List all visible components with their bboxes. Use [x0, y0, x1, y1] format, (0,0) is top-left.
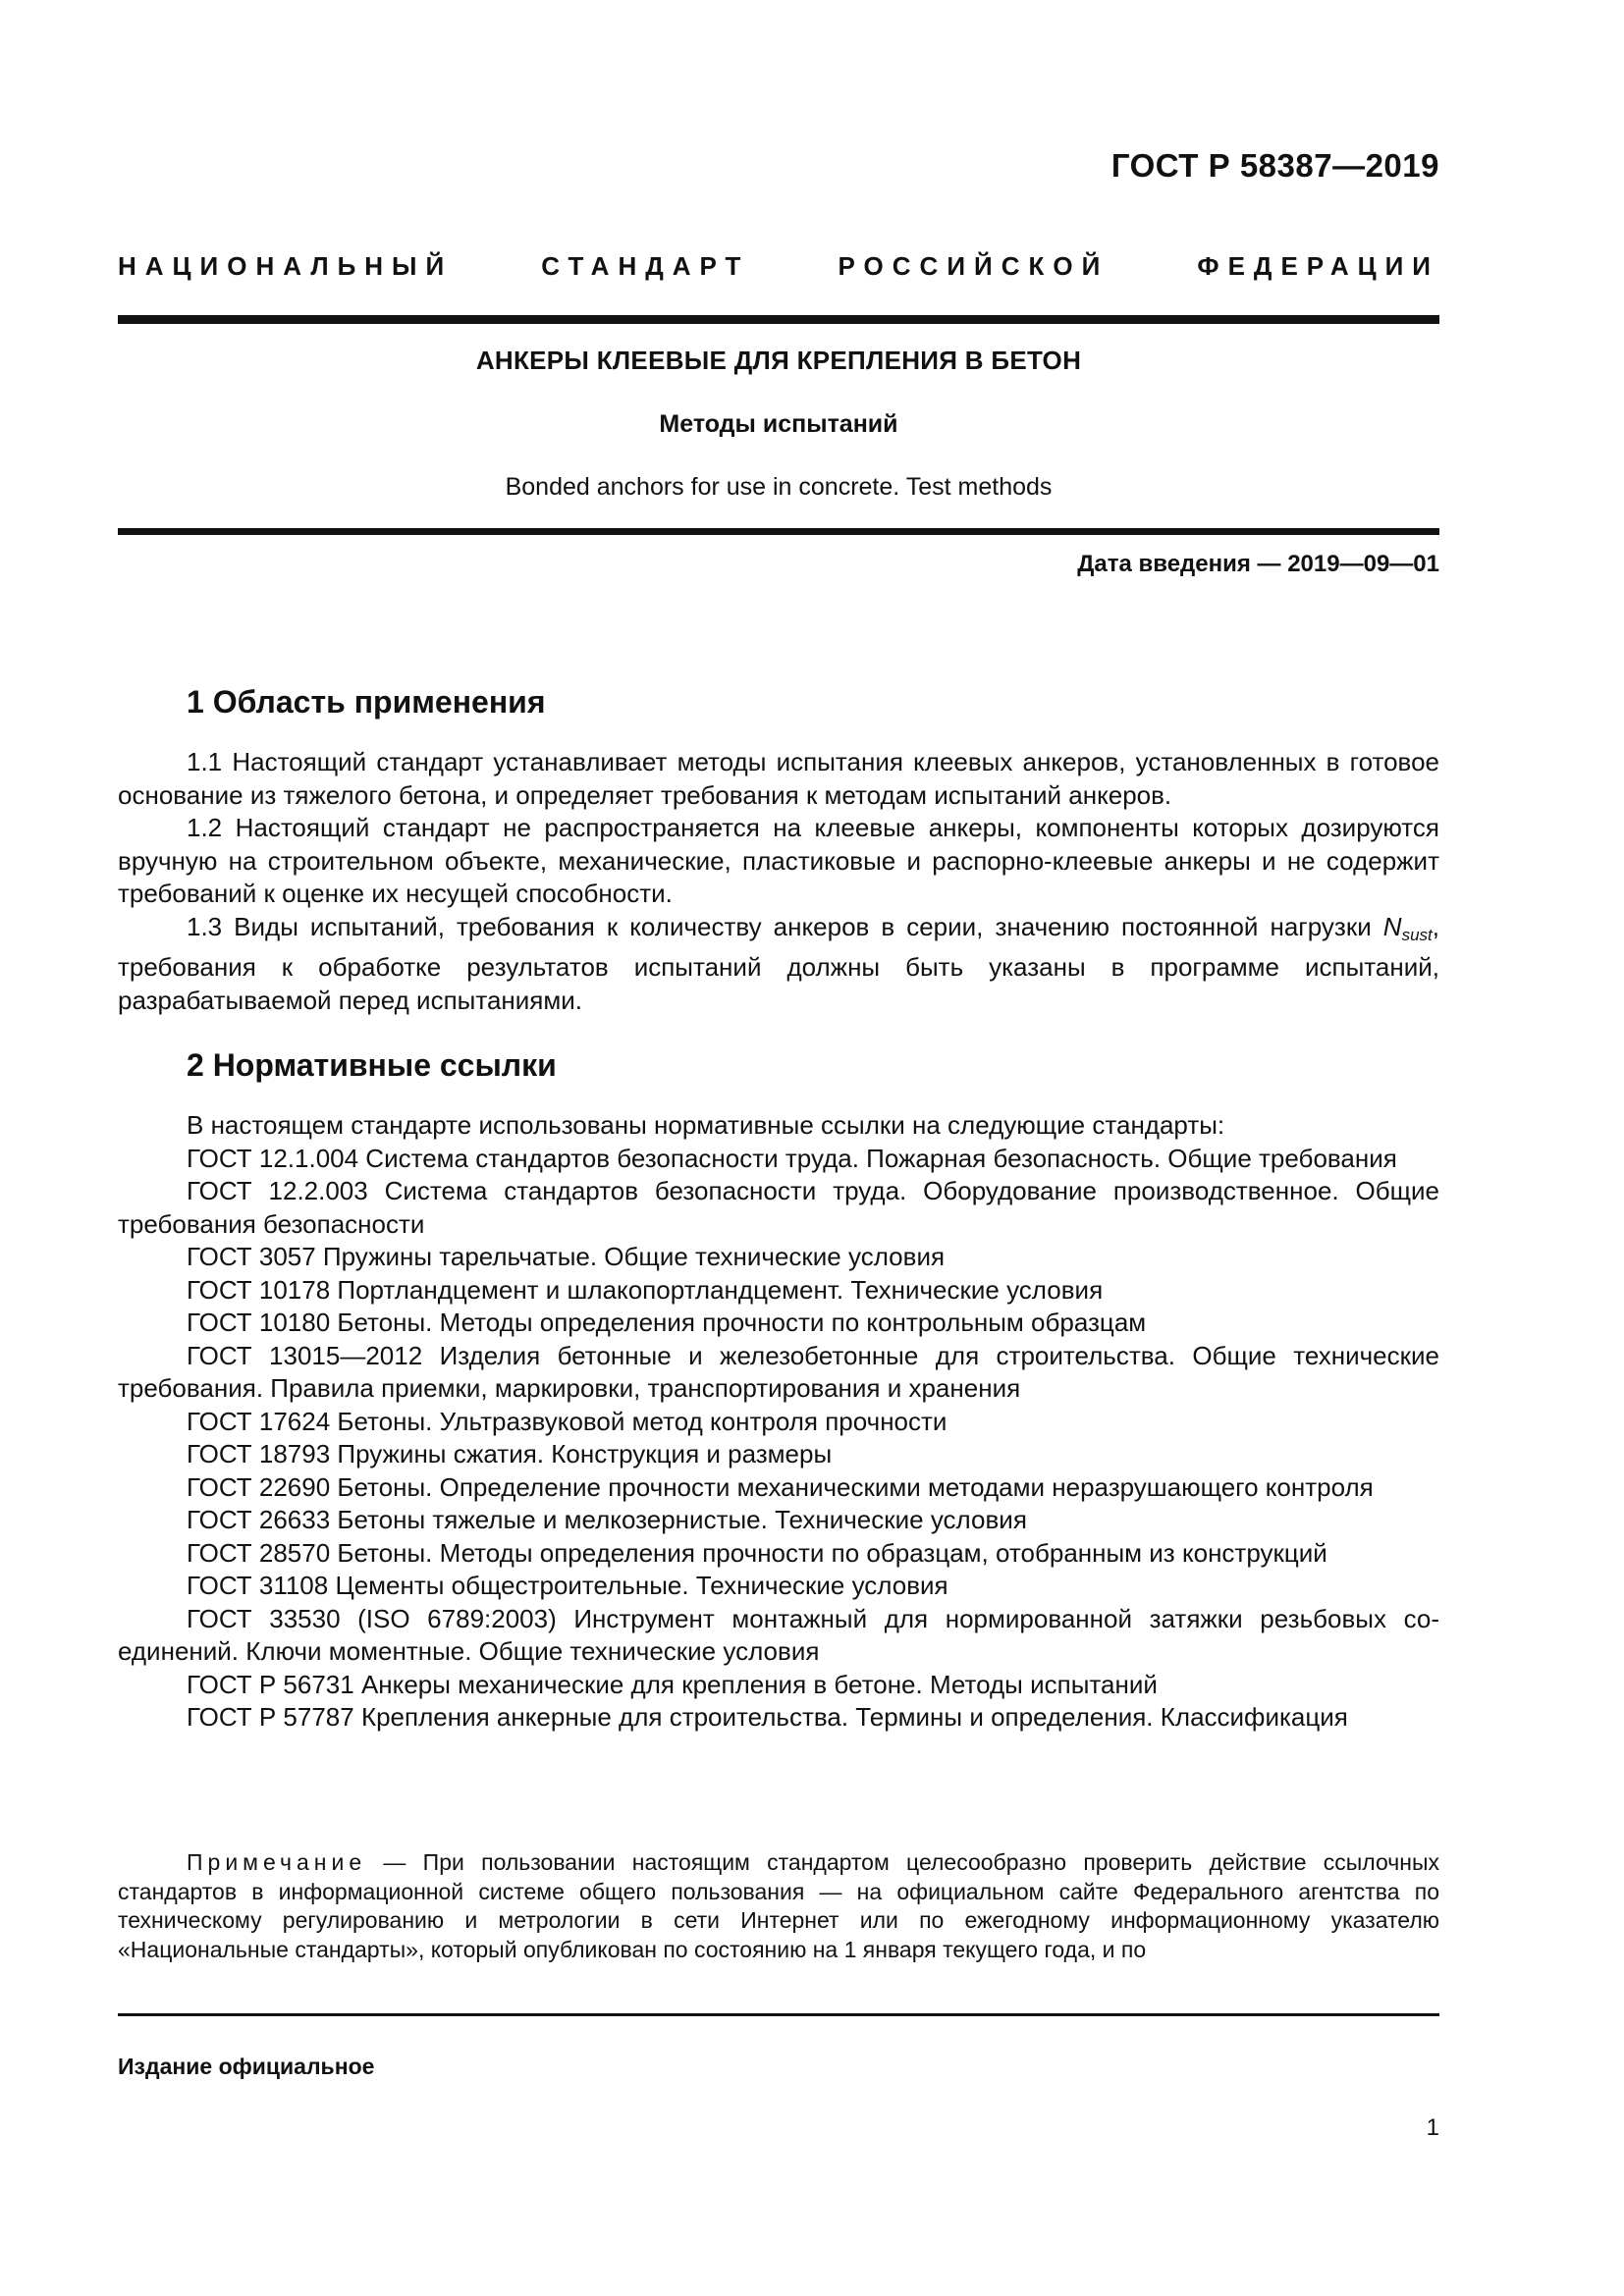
paragraph-1-1: 1.1 Настоящий стандарт устанавливает методы испытания клеевых анкеров, установленных в готовое основание из тяжелого бетона, и определяет требования к методам испытаний анкеров. [118, 747, 1439, 810]
reference-item: ГОСТ 12.1.004 Система стандартов безопасности труда. Пожарная безопасность. Общие требования [187, 1143, 1397, 1173]
document-title: АНКЕРЫ КЛЕЕВЫЕ ДЛЯ КРЕПЛЕНИЯ В БЕТОН [475, 346, 1082, 375]
reference-item: ГОСТ 10178 Портландцемент и шлакопортландцемент. Технические условия [187, 1274, 1104, 1305]
reference-item: ГОСТ 3057 Пружины тарельчатые. Общие технические условия [187, 1242, 946, 1271]
divider-top [118, 315, 1439, 324]
normative-references-body [118, 1109, 1439, 1735]
intro-date: Дата введения — 2019—09—01 [1077, 551, 1439, 577]
reference-item: ГОСТ Р 57787 Крепления анкерные для строительства. Термины и определения. Классификация [187, 1702, 1348, 1732]
load-subscript: sust [1401, 925, 1433, 944]
section-heading-scope: 1 Область применения [187, 684, 546, 720]
section-heading-normative-references: 2 Нормативные ссылки [187, 1047, 557, 1083]
note-paragraph [118, 1848, 1439, 1964]
english-title: Bonded anchors for use in concrete. Test methods [505, 473, 1053, 501]
national-standard-banner: НАЦИОНАЛЬНЫЙ СТАНДАРТ РОССИЙСКОЙ ФЕДЕРАЦИИ [118, 251, 1439, 281]
paragraph-1-2: 1.2 Настоящий стандарт не распространяется на клеевые анкеры, компоненты которых дозируются вручную на строительном объекте, механические, пластиковые и распорно-клеевые анкеры и не содержит требований к оценке их несущей способности. [118, 813, 1439, 908]
gost-code: ГОСТ Р 58387—2019 [1110, 147, 1439, 184]
reference-item: ГОСТ 12.2.003 Система стандартов безопасности труда. Оборудование производственное. Общие требования безопасности [118, 1176, 1439, 1239]
document-subtitle: Методы испытаний [659, 410, 898, 438]
divider-after-title [118, 528, 1439, 535]
scope-body [118, 746, 1439, 1017]
paragraph-1-3-start: 1.3 Виды испытаний, требования к количеству анкеров в серии, значению постоянной нагрузки [187, 911, 1372, 941]
page-number: 1 [1426, 2114, 1439, 2141]
reference-item: ГОСТ 31108 Цементы общестроительные. Технические условия [187, 1571, 948, 1600]
note-text: — При пользовании настоящим стандартом целесообразно проверить действие ссылочных стандартов в информационной системе общего пользования — на официальном сайте Федерального агентства по техническому регулированию и метрологии в сети Интернет или по ежегодному информационному указателю «Национальные стандарты», который опубликован по состоянию на 1 января текущего года, и по [118, 1849, 1439, 1962]
reference-item: ГОСТ Р 56731 Анкеры механические для крепления в бетоне. Методы испытаний [187, 1669, 1158, 1699]
references-intro: В настоящем стандарте использованы нормативные ссылки на следующие стандарты: [187, 1110, 1225, 1140]
reference-item: ГОСТ 18793 Пружины сжатия. Конструкция и размеры [187, 1439, 833, 1468]
note-label: Примечание [187, 1849, 367, 1875]
reference-item: ГОСТ 10180 Бетоны. Методы определения прочности по контрольным образцам [187, 1308, 1147, 1337]
load-symbol: N [1382, 911, 1402, 941]
footer-divider [118, 2013, 1439, 2016]
paragraph-1-3-end: , требования к обработке результатов испытаний должны быть указаны в программе испытаний, разрабатываемой перед испытаниями. [118, 911, 1439, 1015]
reference-item: ГОСТ 33530 (ISO 6789:2003) Инструмент монтажный для нормированной затяжки резьбовых соединений. Ключи моментные. Общие технические условия [118, 1603, 1439, 1666]
reference-item: ГОСТ 13015—2012 Изделия бетонные и железобетонные для строительства. Общие технические требования. Правила приемки, маркировки, транспортирования и хранения [118, 1340, 1439, 1403]
paragraph-1-3 [118, 911, 1439, 1018]
edition-label: Издание официальное [118, 2054, 375, 2079]
note-block [118, 1848, 1439, 1964]
reference-item: ГОСТ 28570 Бетоны. Методы определения прочности по образцам, отобранным из конструкций [187, 1537, 1327, 1568]
reference-item: ГОСТ 17624 Бетоны. Ультразвуковой метод контроля прочности [187, 1406, 947, 1436]
reference-item: ГОСТ 26633 Бетоны тяжелые и мелкозернистые. Технические условия [187, 1505, 1027, 1534]
reference-item: ГОСТ 22690 Бетоны. Определение прочности механическими методами неразрушающего контроля [187, 1471, 1374, 1502]
